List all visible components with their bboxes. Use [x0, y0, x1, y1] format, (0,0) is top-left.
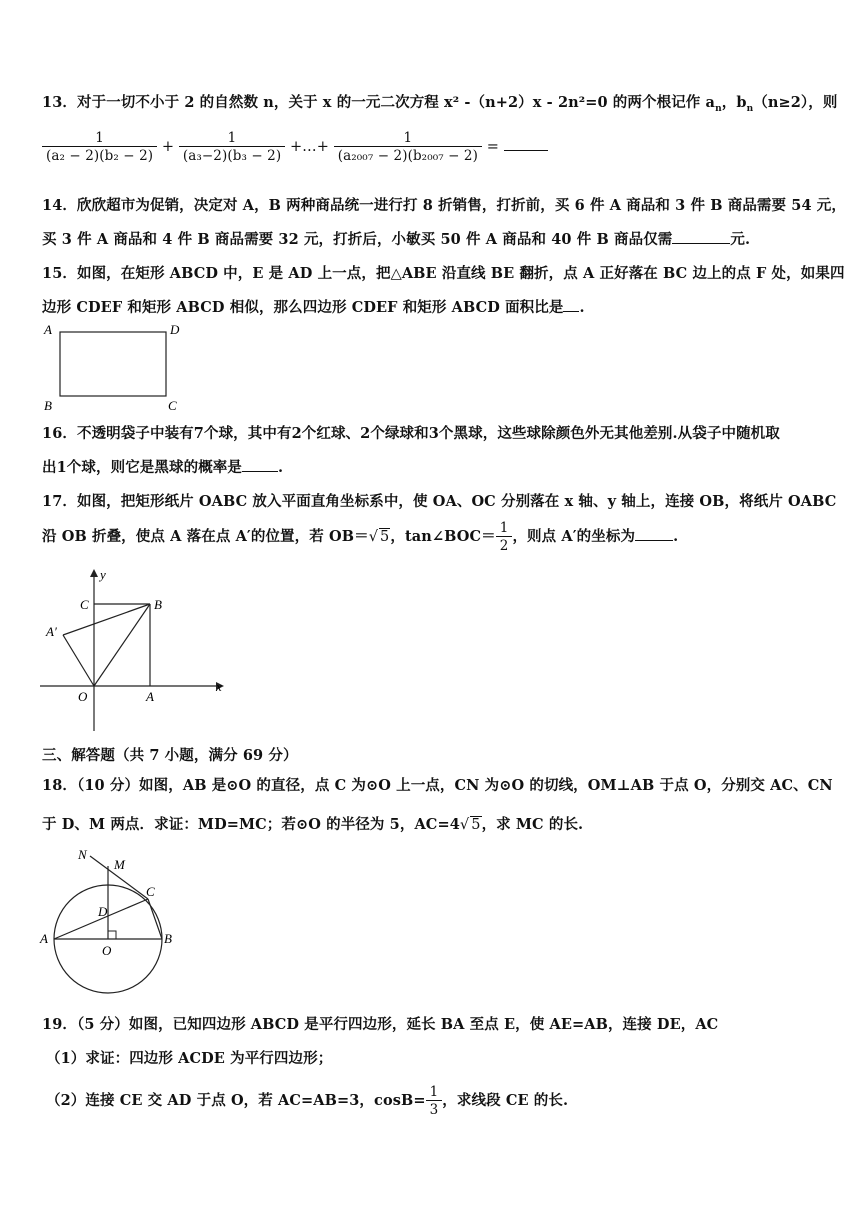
section3-heading: 三、解答题（共 7 小题，满分 69 分）	[42, 747, 298, 764]
q17-label-b: B	[154, 597, 162, 612]
q17-label-c: C	[80, 597, 89, 612]
q19-frac-num: 1	[429, 1084, 439, 1100]
q13-fraction-2	[179, 130, 285, 164]
q17-y-arrow	[90, 569, 98, 577]
q17-label-o: O	[78, 689, 88, 704]
q17-diagonal-ob	[94, 604, 150, 686]
q19-part2-tail: ，求线段 CE 的长.	[442, 1092, 569, 1109]
q18-label-a: A	[40, 931, 48, 946]
q14-line1: 14．欣欣超市为促销，决定对 A，B 两种商品统一进行打 8 折销售，打折前，买 6 件 A 商品和 3 件 B 商品需要 54 元，	[42, 197, 847, 214]
q13-frac2-den: (a₃−2)(b₃ − 2)	[179, 146, 285, 164]
q18-line2	[42, 813, 583, 834]
q18-sqrt-value: 5	[471, 817, 481, 833]
q17-line2-text: 沿 OB 折叠，使点 A 落在点 A′的位置，若 OB＝	[42, 528, 369, 545]
q16-answer-blank	[242, 457, 278, 472]
q16-line2	[42, 456, 283, 477]
q18-circle-figure	[38, 842, 188, 1002]
q17-answer-blank	[635, 526, 673, 541]
q15-line2-text: 边形 CDEF 和矩形 ABCD 相似，那么四边形 CDEF 和矩形 ABCD 面积比是	[42, 299, 564, 316]
q13-sub-n2: n	[746, 103, 754, 114]
q18-label-b: B	[164, 931, 172, 946]
q14-line2-tail: 元.	[730, 231, 751, 248]
q17-fold-oa-prime	[63, 635, 94, 686]
q17-frac-den: 2	[496, 536, 513, 554]
q17-label-x: x	[216, 679, 222, 694]
q17-line1: 17．如图，把矩形纸片 OABC 放入平面直角坐标系中，使 OA、OC 分别落在 x 轴、y 轴上，连接 OB，将纸片 OABC	[42, 493, 837, 510]
q13-equals: =	[486, 139, 499, 155]
q15-label-c: C	[168, 398, 177, 413]
q18-chord-bc	[148, 899, 162, 939]
q18-line2-tail: ，求 MC 的长.	[481, 816, 584, 833]
q17-sqrt-value: 5	[380, 529, 390, 545]
q13-frac3-den: (a₂₀₀₇ − 2)(b₂₀₀₇ − 2)	[334, 146, 482, 164]
q15-answer-blank	[563, 297, 579, 312]
q13-plus-dots: +…+	[289, 139, 330, 155]
q18-right-angle-mark	[108, 931, 116, 939]
q17-frac-num: 1	[499, 520, 509, 536]
q16-line1: 16．不透明袋子中装有7个球，其中有2个红球、2个绿球和3个黑球，这些球除颜色外无其他差别.从袋子中随机取	[42, 425, 780, 442]
q15-label-b: B	[44, 398, 52, 413]
q13-tail: （n≥2），则	[753, 94, 838, 111]
q17-line2	[42, 520, 678, 554]
q17-tail-text: ，则点 A′的坐标为	[512, 528, 636, 545]
q17-fraction	[496, 520, 513, 554]
q17-tan-text: ，tan∠BOC＝	[390, 528, 496, 545]
q17-sqrt: √ 5	[368, 529, 390, 545]
q15-rect-abcd	[60, 332, 166, 396]
q13-formula	[42, 130, 548, 164]
q19-part2	[46, 1084, 568, 1118]
q15-rectangle-figure	[40, 318, 190, 414]
q15-label-d: D	[170, 322, 180, 337]
q19-part2-text: （2）连接 CE 交 AD 于点 O，若 AC=AB=3，cosB=	[46, 1092, 426, 1109]
q17-label-a: A	[146, 689, 154, 704]
q18-line1: 18．（10 分）如图，AB 是⊙O 的直径，点 C 为⊙O 上一点，CN 为⊙O 的切线，OM⊥AB 于点 O，分别交 AC、CN	[42, 777, 833, 794]
q18-label-m: M	[114, 857, 125, 872]
q18-sqrt: √ 5	[459, 817, 481, 833]
q13-plus: +	[161, 139, 175, 155]
q13-mid: ，b	[721, 94, 747, 111]
q19-line1: 19．（5 分）如图，已知四边形 ABCD 是平行四边形，延长 BA 至点 E，使 AE=AB，连接 DE，AC	[42, 1016, 719, 1033]
q16-line2-text: 出1个球，则它是黑球的概率是	[42, 459, 242, 476]
q17-fold-ba-prime	[63, 604, 150, 635]
q13-fraction-3	[334, 130, 482, 164]
q19-fraction	[426, 1084, 443, 1118]
q17-coordinate-figure	[38, 565, 228, 735]
q17-label-a-prime: A′	[46, 624, 57, 639]
q18-label-c: C	[146, 884, 155, 899]
q16-line2-tail: .	[278, 459, 284, 476]
q18-label-n: N	[78, 847, 87, 862]
q19-frac-den: 3	[426, 1100, 443, 1118]
q15-line2	[42, 296, 585, 317]
q13-text: 13．对于一切不小于 2 的自然数 n，关于 x 的一元二次方程 x² -（n+2）x - 2n²=0 的两个根记作 a	[42, 94, 716, 111]
q19-part1: （1）求证：四边形 ACDE 为平行四边形；	[46, 1050, 333, 1067]
q18-label-d: D	[98, 904, 108, 919]
q17-end: .	[673, 528, 679, 545]
q15-label-a: A	[44, 322, 52, 337]
q15-line2-tail: .	[579, 299, 585, 316]
q13-answer-blank	[504, 136, 548, 151]
q18-line2-text: 于 D、M 两点．求证：MD=MC；若⊙O 的半径为 5，AC=4	[42, 816, 460, 833]
q13-fraction-1	[42, 130, 157, 164]
q13-frac1-den: (a₂ − 2)(b₂ − 2)	[42, 146, 157, 164]
q14-answer-blank	[672, 229, 730, 244]
q14-line2	[42, 228, 750, 249]
q13-frac3-num: 1	[403, 130, 413, 146]
q18-label-o: O	[102, 943, 112, 958]
q13-sub-n1: n	[715, 103, 722, 114]
q13-line1	[42, 91, 837, 114]
q17-label-y: y	[100, 567, 106, 582]
q15-line1: 15．如图，在矩形 ABCD 中，E 是 AD 上一点，把△ABE 沿直线 BE 翻折，点 A 正好落在 BC 边上的点 F 处，如果四	[42, 265, 845, 282]
q13-frac2-num: 1	[227, 130, 237, 146]
q13-frac1-num: 1	[95, 130, 104, 146]
q14-line2-text: 买 3 件 A 商品和 4 件 B 商品需要 32 元，打折后，小敏买 50 件 A 商品和 40 件 B 商品仅需	[42, 231, 673, 248]
